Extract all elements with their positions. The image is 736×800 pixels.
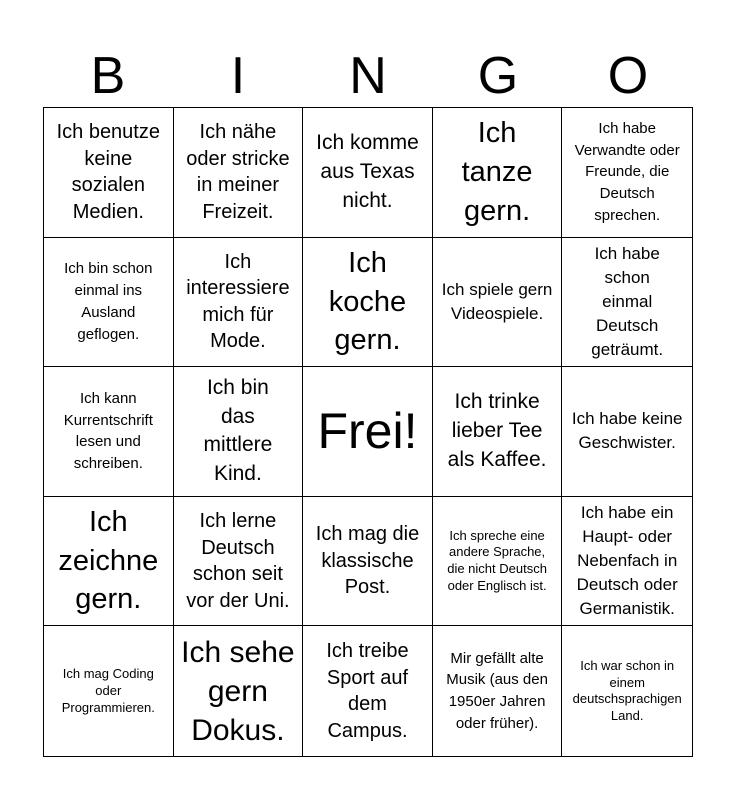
bingo-cell-text: Ich zeichne gern. — [58, 506, 159, 616]
bingo-cell-12[interactable] — [174, 367, 304, 497]
bingo-cell-24[interactable] — [433, 626, 563, 756]
bingo-cell-5[interactable] — [562, 108, 692, 238]
bingo-cell-text: Ich komme aus Texas nicht. — [316, 130, 419, 212]
bingo-cell-text: Ich koche gern. — [328, 247, 407, 357]
bingo-cell-text: Ich kann Kurrentschrift lesen und schreiben. — [63, 389, 153, 473]
bingo-cell-17[interactable] — [174, 497, 304, 627]
free-space-cell[interactable] — [303, 367, 433, 497]
bingo-header — [43, 44, 693, 108]
bingo-cell-text: Ich spreche eine andere Sprache, die nicht Deutsch oder Englisch ist. — [447, 527, 547, 593]
bingo-cell-text: Ich war schon in einem deutschsprachigen Land. — [572, 657, 682, 723]
bingo-cell-text: Ich habe keine Geschwister. — [571, 409, 683, 453]
bingo-cell-text: Ich habe schon einmal Deutsch geträumt. — [591, 243, 664, 360]
bingo-cell-text: Ich sehe gern Dokus. — [181, 635, 295, 747]
header-letter-b: B — [90, 47, 126, 105]
bingo-cell-9[interactable] — [433, 238, 563, 368]
bingo-cell-text: Ich spiele gern Videospiele. — [441, 279, 553, 323]
bingo-cell-11[interactable] — [44, 367, 174, 497]
bingo-cell-18[interactable] — [303, 497, 433, 627]
bingo-cell-2[interactable] — [174, 108, 304, 238]
bingo-cell-text: Ich treibe Sport auf dem Campus. — [326, 640, 409, 742]
bingo-cell-text: Ich bin schon einmal ins Ausland geflogen. — [64, 260, 153, 343]
header-letter-g: G — [477, 47, 519, 105]
bingo-cell-6[interactable] — [44, 238, 174, 368]
bingo-cell-14[interactable] — [433, 367, 563, 497]
bingo-cell-23[interactable] — [303, 626, 433, 756]
bingo-cell-text: Ich lerne Deutsch schon seit vor der Uni. — [186, 509, 290, 612]
bingo-cell-1[interactable] — [44, 108, 174, 238]
bingo-cell-3[interactable] — [303, 108, 433, 238]
bingo-cell-19[interactable] — [433, 497, 563, 627]
bingo-cell-text: Ich tanze gern. — [461, 117, 533, 227]
bingo-cell-10[interactable] — [562, 238, 692, 368]
bingo-cell-text: Ich interessiere mich für Mode. — [186, 250, 290, 353]
bingo-cell-20[interactable] — [562, 497, 692, 627]
bingo-cell-text: Ich nähe oder stricke in meiner Freizeit. — [186, 121, 290, 223]
bingo-cell-22[interactable] — [174, 626, 304, 756]
bingo-card-grid — [43, 107, 693, 757]
bingo-cell-text: Ich benutze keine sozialen Medien. — [56, 121, 160, 223]
bingo-cell-7[interactable] — [174, 238, 304, 368]
bingo-cell-21[interactable] — [44, 626, 174, 756]
header-letter-i: I — [230, 47, 246, 105]
bingo-cell-text: Mir gefällt alte Musik (aus den 1950er Jahren oder früher). — [446, 649, 548, 732]
bingo-cell-25[interactable] — [562, 626, 692, 756]
header-letter-n: N — [349, 47, 387, 105]
bingo-cell-15[interactable] — [562, 367, 692, 497]
bingo-cell-text: Ich mag die klassische Post. — [315, 523, 420, 599]
bingo-cell-text: Ich trinke lieber Tee als Kaffee. — [447, 390, 547, 471]
free-space-text: Frei! — [317, 403, 418, 460]
bingo-cell-text: Ich mag Coding oder Programmieren. — [61, 666, 155, 715]
bingo-cell-text: Ich habe ein Haupt- oder Nebenfach in Deutsch oder Germanistik. — [576, 502, 678, 619]
bingo-cell-8[interactable] — [303, 238, 433, 368]
bingo-cell-4[interactable] — [433, 108, 563, 238]
bingo-cell-text: Ich habe Verwandte oder Freunde, die Deutsch sprechen. — [574, 119, 680, 224]
bingo-cell-16[interactable] — [44, 497, 174, 627]
bingo-cell-text: Ich bin das mittlere Kind. — [203, 375, 273, 486]
header-letter-o: O — [607, 47, 649, 105]
